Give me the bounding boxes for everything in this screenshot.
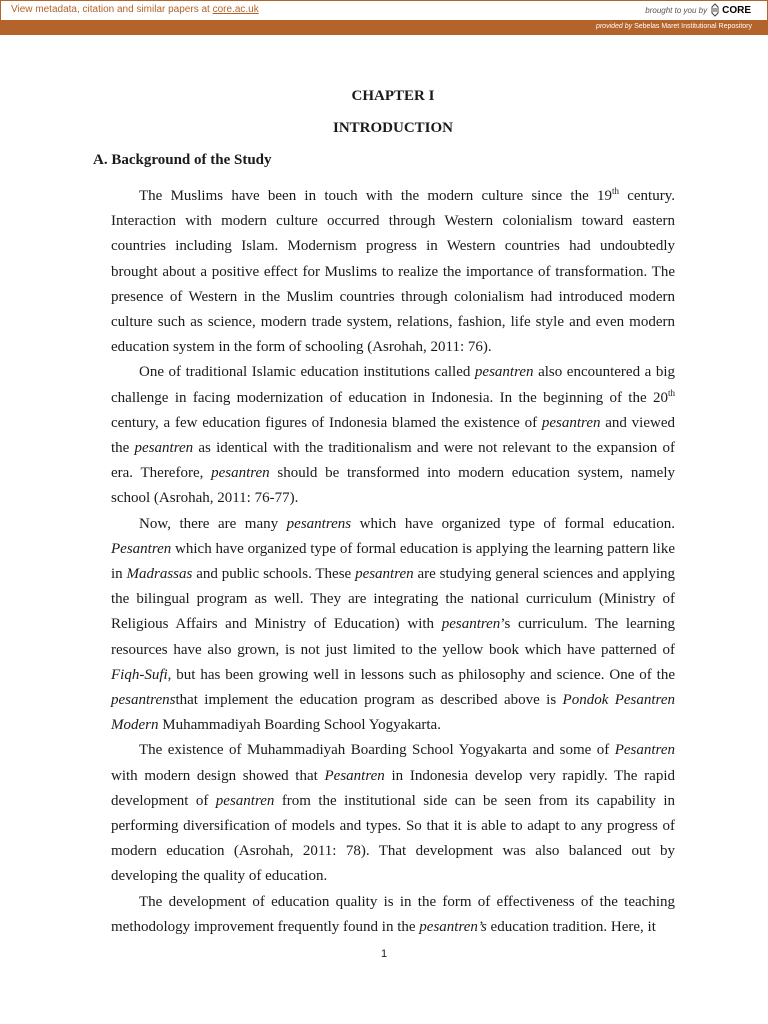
body-text — [111, 184, 675, 940]
chapter-title: INTRODUCTION — [332, 120, 453, 136]
core-attribution[interactable] — [645, 3, 751, 17]
provider-text[interactable] — [596, 23, 752, 30]
paragraph-1: The Muslims have been in touch with the modern culture since the 19th century. Interaction with modern culture occurred through Western colonialism toward eastern countries including Islam. Modernism progress in Western countries had undoubtedly brought about a positive effect for Muslims to realize the importance of transformation. The presence of Western in the Muslim countries through colonialism had introduced modern culture such as science, modern trade system, relations, fashion, life style and even modern education system in the form of schooling (Asrohah, 2011: 76). — [111, 186, 675, 356]
provided-prefix: provided by — [595, 23, 633, 30]
paragraph-3: Now, there are many pesantrens which have organized type of formal education. Pesantren which have organized type of formal education is applying the learning pattern like in Madrassas and public schools. These pesantren are studying general sciences and applying the bilingual program as well. They are integrating the national curriculum (Ministry of Religious Affairs and Ministry of Education) with pesantren’s curriculum. The learning resources have also grown, is not just limited to the yellow book which have patterned of Fiqh-Sufi, but has been growing well in lessons such as philosophy and science. One of the pesantrensthat implement the education program as described above is Pondok Pesantren Modern Muhammadiyah Boarding School Yogyakarta. — [111, 515, 676, 734]
core-banner — [0, 0, 768, 36]
paragraph-5: The development of education quality is in the form of effectiveness of the teaching methodology improvement frequently found in the pesantren’s education tradition. Here, it — [111, 893, 675, 935]
brought-to-you-text: brought to you by — [645, 5, 708, 15]
core-link[interactable]: core.ac.uk — [212, 4, 259, 15]
provider-strip — [0, 21, 768, 35]
paragraph-4: The existence of Muhammadiyah Boarding School Yogyakarta and some of Pesantren with modern design showed that Pesantren in Indonesia develop very rapidly. The rapid development of pesantren from the institutional side can be seen from its capability in performing diversification of models and types. So that it is able to adapt to any progress of modern education (Asrohah, 2011: 78). That development was also balanced out by developing the quality of education. — [111, 742, 675, 885]
provider-name: Sebelas Maret Institutional Repository — [632, 23, 752, 30]
core-logo-icon — [711, 3, 719, 17]
section-heading: A. Background of the Study — [93, 152, 272, 168]
core-logo[interactable] — [711, 3, 751, 17]
metadata-notice — [11, 4, 259, 15]
metadata-text: View metadata, citation and similar papers at — [11, 4, 213, 15]
chapter-heading: CHAPTER I — [351, 88, 435, 104]
page-number: 1 — [380, 948, 388, 960]
core-label: CORE — [722, 4, 751, 16]
core-banner-top — [0, 0, 768, 21]
paragraph-2: One of traditional Islamic education institutions called pesantren also encountered a big challenge in facing modernization of education in Indonesia. In the beginning of the 20th century, a few education figures of Indonesia blamed the existence of pesantren and viewed the pesantren as identical with the traditionalism and were not relevant to the expansion of era. Therefore, pesantren should be transformed into modern education system, namely school (Asrohah, 2011: 76-77). — [111, 364, 676, 507]
